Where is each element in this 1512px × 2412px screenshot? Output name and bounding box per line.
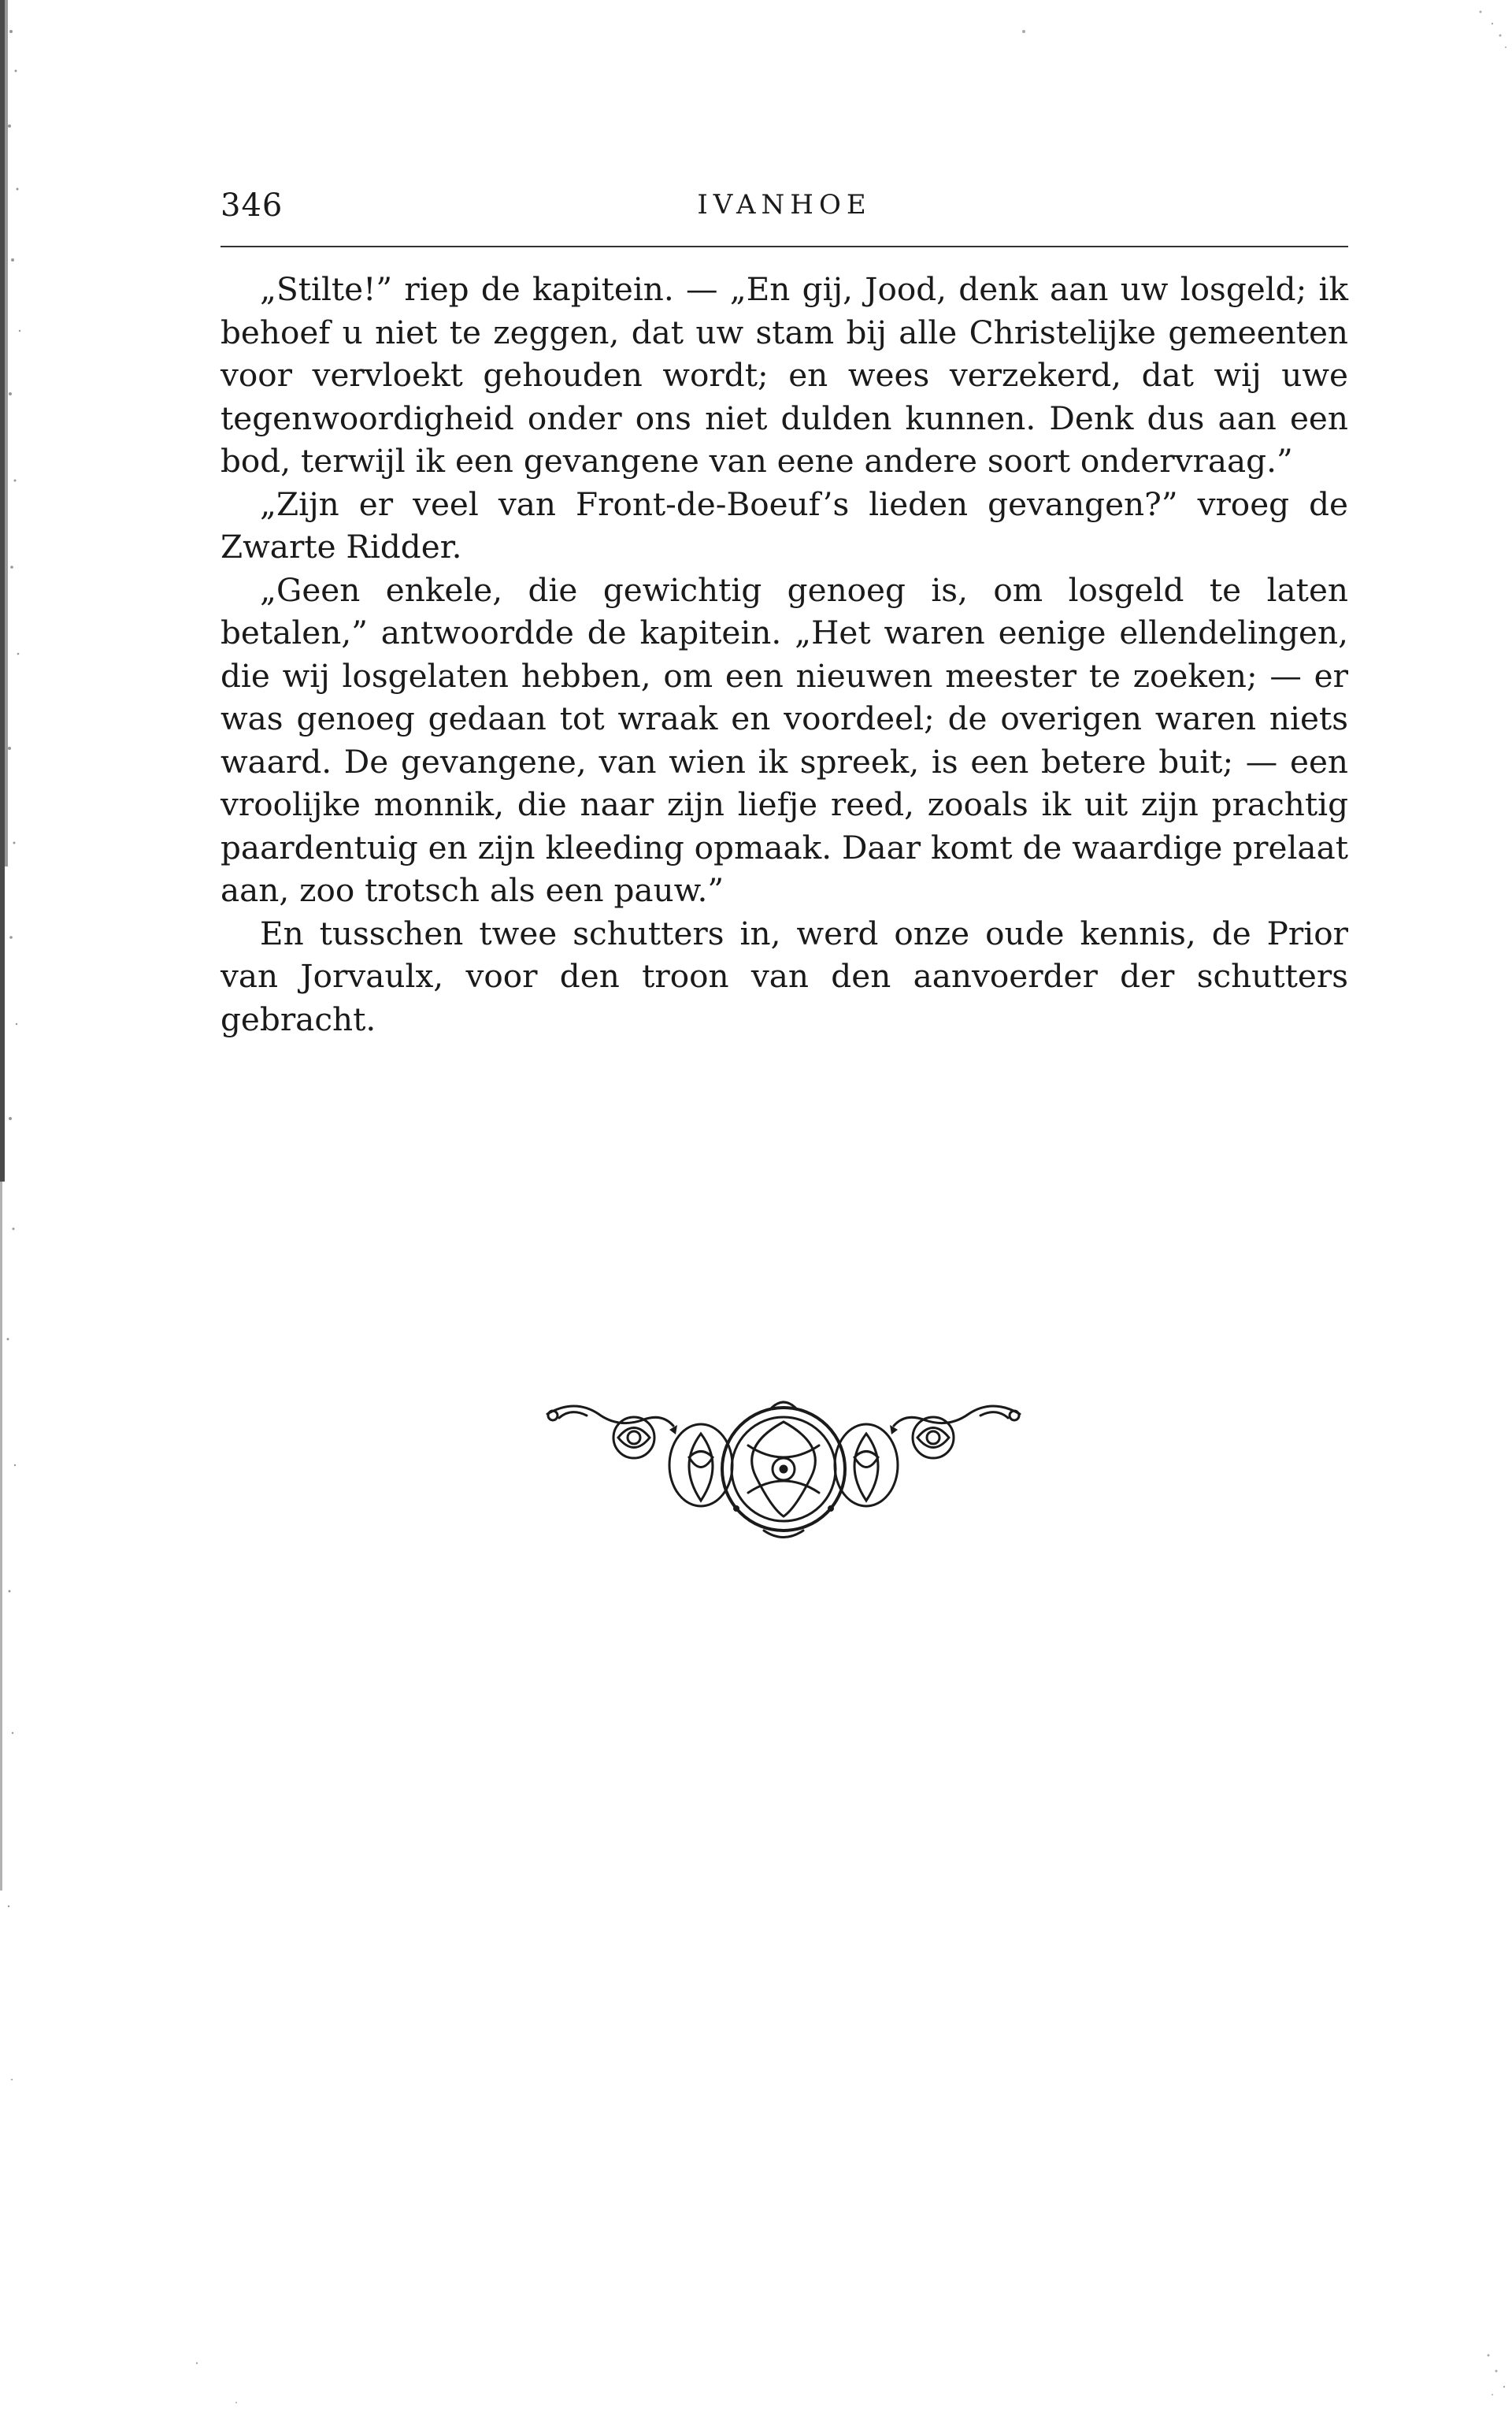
paragraph: „Zijn er veel van Front-de-Boeuf’s lieden gevangen?” vroeg de Zwarte Ridder. <box>220 484 1348 566</box>
paragraph: En tusschen twee schutters in, werd onze oude kennis, de Prior van Jorvaulx, voor den troon van den aanvoerder der schutters gebracht. <box>220 914 1348 1038</box>
running-title: IVANHOE <box>697 189 872 221</box>
paragraph: „Stilte!” riep de kapitein. — „En gij, Jood, denk aan uw losgeld; ik behoef u niet te zeggen, dat uw stam bij alle Christelijke gemeenten voor vervloekt gehouden wordt; en wees verzekerd, dat wij uwe tegenwoordigheid onder ons niet dulden kunnen. Denk dus aan een bod, terwijl ik een gevangene van eene andere soort ondervraag.” <box>220 270 1348 480</box>
page-number: 346 <box>220 187 284 224</box>
paragraph: „Geen enkele, die gewichtig genoeg is, om losgeld te laten betalen,” antwoordde de kapitein. „Het waren eenige ellendelingen, die wij losgelaten hebben, om een nieuwen meester te zoeken; — er was genoeg gedaan tot wraak en voordeel; de overigen waren niets waard. De gevangene, van wien ik spreek, is een betere buit; — een vroolijke monnik, die naar zijn liefje reed, zooals ik uit zijn prachtig paardentuig en zijn kleeding opmaak. Daar komt de waardige prelaat aan, zoo trotsch als een pauw.” <box>220 570 1348 909</box>
